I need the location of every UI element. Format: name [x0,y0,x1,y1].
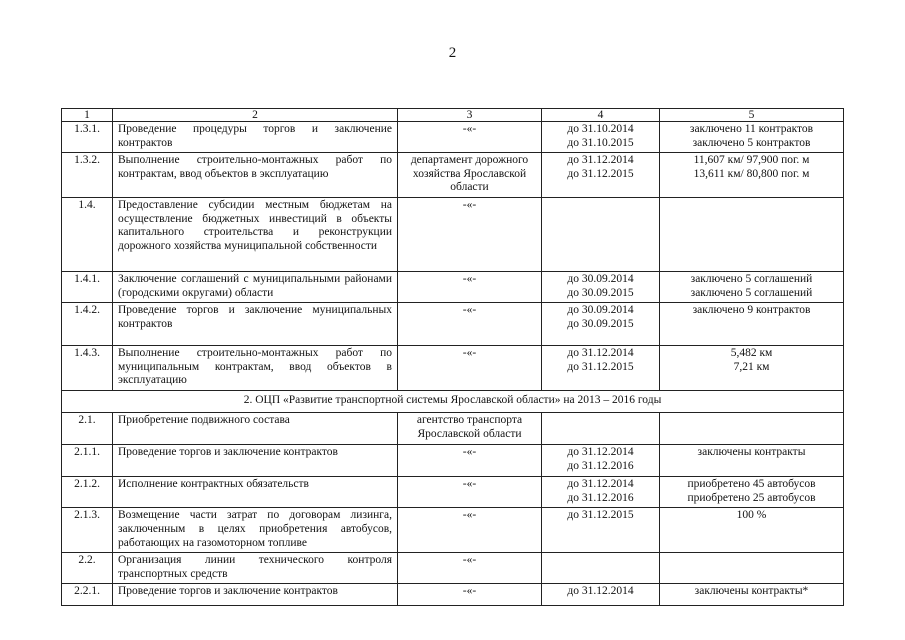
deadline-line: до 31.12.2015 [567,509,634,522]
deadline-line: до 30.09.2015 [567,286,634,299]
section-row [62,391,844,413]
result-cell [660,553,844,584]
executor-cell [398,413,542,445]
executor-line: -«- [462,509,477,522]
result-line: заключено 9 контрактов [692,304,811,317]
table-row [62,508,844,553]
deadline-cell [542,346,660,391]
result-line: приобретено 45 автобусов [687,478,816,491]
result-line: 7,21 км [733,360,770,373]
executor-line: Ярославской области [417,427,522,440]
result-cell [660,303,844,346]
column-header: 1 [62,109,113,122]
deadline-line: до 31.12.2016 [567,459,634,472]
result-line: заключено 5 соглашений [690,272,813,285]
table-row [62,346,844,391]
table-body [62,122,844,606]
item-description: Приобретение подвижного состава [113,413,398,445]
item-number: 2.1.2. [62,477,113,508]
result-line: 100 % [736,509,767,522]
executor-line: -«- [462,554,477,567]
executor-line: области [450,181,489,194]
executor-line: -«- [462,585,477,598]
item-description: Заключение соглашений с муниципальными районами (городскими округами) области [113,271,398,302]
deadline-line: до 31.10.2014 [567,123,634,135]
item-number: 2.1. [62,413,113,445]
table-row [62,445,844,477]
executor-cell [398,122,542,153]
result-line: заключены контракты [697,446,806,459]
result-line: заключено 11 контрактов [689,123,814,135]
result-cell [660,445,844,477]
deadline-cell [542,153,660,198]
deadline-line: до 30.09.2014 [567,304,634,317]
result-cell [660,584,844,606]
item-description: Возмещение части затрат по договорам лизинга, заключенным в целях приобретения автобусов, работающих на газомоторном топливе [113,508,398,553]
item-description: Предоставление субсидии местным бюджетам на осуществление бюджетных инвестиций в объекты капитального строительства и реконструкции дорожного хозяйства муниципальной собственности [113,197,398,271]
item-number: 1.3.2. [62,153,113,198]
deadline-cell [542,413,660,445]
executor-cell [398,508,542,553]
result-cell [660,413,844,445]
executor-line: департамент дорожного [410,154,529,167]
deadline-line: до 31.10.2015 [567,136,634,149]
deadline-cell [542,122,660,153]
item-number: 2.1.3. [62,508,113,553]
executor-line: хозяйства Ярославской [412,167,527,180]
table-row [62,413,844,445]
result-line: заключено 5 контрактов [692,136,811,149]
column-header: 5 [660,109,844,122]
result-cell [660,197,844,271]
executor-cell [398,303,542,346]
executor-line: агентство транспорта [416,414,523,427]
result-line: 5,482 км [730,347,773,360]
deadline-cell [542,584,660,606]
item-description: Проведение процедуры торгов и заключение контрактов [113,122,398,153]
deadline-line: до 31.12.2014 [567,154,634,167]
executor-line: -«- [462,304,477,317]
table-row [62,303,844,346]
executor-line: -«- [462,347,477,360]
result-cell [660,508,844,553]
item-description: Выполнение строительно-монтажных работ по муниципальным контрактам, ввод объектов в эксплуатацию [113,346,398,391]
executor-line: -«- [462,123,477,135]
deadline-line: до 31.12.2015 [567,360,634,373]
result-line: 11,607 км/ 97,900 пог. м [693,154,810,167]
item-description: Организация линии технического контроля транспортных средств [113,553,398,584]
result-cell [660,477,844,508]
item-number: 2.2.1. [62,584,113,606]
executor-cell [398,271,542,302]
deadline-line: до 31.12.2014 [567,585,634,598]
executor-cell [398,553,542,584]
item-number: 2.1.1. [62,445,113,477]
item-description: Исполнение контрактных обязательств [113,477,398,508]
deadline-cell [542,271,660,302]
item-description: Проведение торгов и заключение контрактов [113,584,398,606]
item-number: 1.3.1. [62,122,113,153]
executor-cell [398,153,542,198]
executor-cell [398,197,542,271]
table-row [62,553,844,584]
result-line: приобретено 25 автобусов [687,491,816,504]
deadline-line: до 31.12.2014 [567,446,634,459]
table-row [62,122,844,153]
deadline-line: до 31.12.2014 [567,478,634,491]
item-number: 1.4.1. [62,271,113,302]
result-cell [660,153,844,198]
item-description: Проведение торгов и заключение муниципальных контрактов [113,303,398,346]
executor-line: -«- [462,272,477,285]
result-cell [660,122,844,153]
item-number: 1.4.3. [62,346,113,391]
executor-cell [398,445,542,477]
page-number: 2 [448,45,457,61]
deadline-cell [542,303,660,346]
deadline-cell [542,477,660,508]
column-header: 4 [542,109,660,122]
executor-line: -«- [462,198,477,211]
item-description: Проведение торгов и заключение контрактов [113,445,398,477]
deadline-line: до 30.09.2015 [567,317,634,330]
executor-cell [398,477,542,508]
executor-line: -«- [462,446,477,459]
item-description: Выполнение строительно-монтажных работ по контрактам, ввод объектов в эксплуатацию [113,153,398,198]
deadline-cell [542,508,660,553]
deadline-cell [542,445,660,477]
deadline-cell [542,553,660,584]
deadline-line: до 31.12.2014 [567,347,634,360]
executor-line: -«- [462,478,477,491]
result-line: заключено 5 соглашений [690,286,813,299]
program-table [61,108,844,606]
table-row [62,197,844,271]
table-row [62,584,844,606]
deadline-cell [542,197,660,271]
table-row [62,271,844,302]
column-header: 3 [398,109,542,122]
item-number: 1.4. [62,197,113,271]
result-cell [660,271,844,302]
result-line: заключены контракты* [694,585,809,598]
deadline-line: до 31.12.2016 [567,491,634,504]
result-line: 13,611 км/ 80,800 пог. м [693,167,810,180]
executor-cell [398,584,542,606]
result-cell [660,346,844,391]
header-row [62,109,844,122]
executor-cell [398,346,542,391]
deadline-line: до 30.09.2014 [567,272,634,285]
table-row [62,153,844,198]
section-title: 2. ОЦП «Развитие транспортной системы Ярославской области» на 2013 – 2016 годы [62,391,844,413]
deadline-line: до 31.12.2015 [567,167,634,180]
item-number: 2.2. [62,553,113,584]
item-number: 1.4.2. [62,303,113,346]
column-header: 2 [113,109,398,122]
table-row [62,477,844,508]
